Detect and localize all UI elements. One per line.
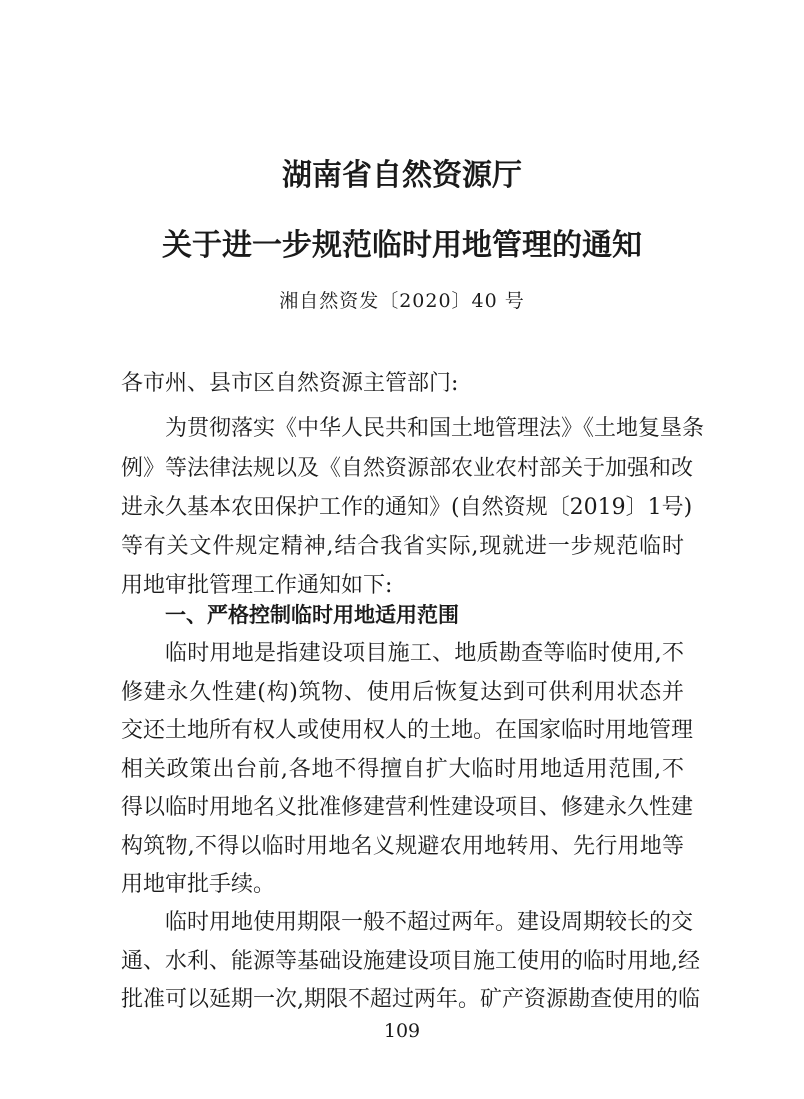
paragraph-2-line-2: 修建永久性建(构)筑物、使用后恢复达到可供利用状态并 [121, 680, 684, 705]
document-number: 湘自然资发〔2020〕40 号 [279, 290, 525, 312]
paragraph-1-line-2: 例》等法律法规以及《自然资源部农业农村部关于加强和改 [121, 456, 694, 481]
document-title-line-1: 湖南省自然资源厅 [282, 158, 522, 193]
paragraph-1-line-3: 进永久基本农田保护工作的通知》(自然资规〔2019〕1号) [121, 495, 693, 520]
paragraph-2-line-3: 交还土地所有权人或使用权人的土地。在国家临时用地管理 [121, 718, 694, 743]
salutation: 各市州、县市区自然资源主管部门: [121, 371, 459, 396]
paragraph-2-line-7: 用地审批手续。 [121, 872, 276, 897]
document-title-line-2: 关于进一步规范临时用地管理的通知 [162, 228, 642, 263]
paragraph-1-line-1: 为贯彻落实《中华人民共和国土地管理法》《土地复垦条 [165, 416, 705, 441]
paragraph-2-line-4: 相关政策出台前,各地不得擅自扩大临时用地适用范围,不 [121, 757, 684, 782]
paragraph-2-line-1: 临时用地是指建设项目施工、地质勘查等临时使用,不 [165, 641, 684, 666]
paragraph-1-line-5: 用地审批管理工作通知如下: [121, 573, 393, 598]
paragraph-2-line-6: 构筑物,不得以临时用地名义规避农用地转用、先行用地等 [121, 834, 684, 859]
section-heading-1: 一、严格控制临时用地适用范围 [165, 603, 459, 627]
paragraph-1-line-4: 等有关文件规定精神,结合我省实际,现就进一步规范临时 [121, 534, 684, 559]
paragraph-3-line-1: 临时用地使用期限一般不超过两年。建设周期较长的交 [165, 910, 694, 935]
paragraph-3-line-3: 批准可以延期一次,期限不超过两年。矿产资源勘查使用的临 [121, 987, 700, 1012]
paragraph-3-line-2: 通、水利、能源等基础设施建设项目施工使用的临时用地,经 [121, 949, 700, 974]
page-number: 109 [383, 1020, 421, 1042]
paragraph-2-line-5: 得以临时用地名义批准修建营利性建设项目、修建永久性建 [121, 795, 694, 820]
